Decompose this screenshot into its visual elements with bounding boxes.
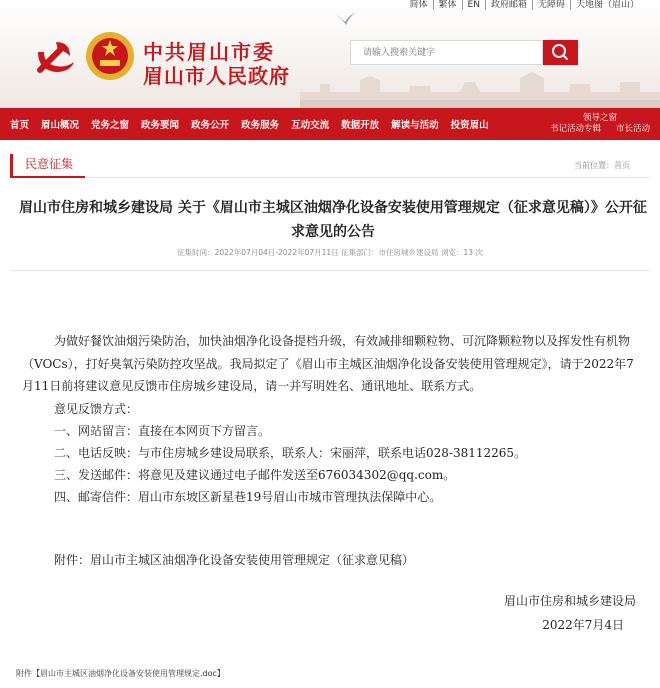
nav-item-interaction[interactable]: 互动交流 [291, 120, 330, 131]
search-button[interactable] [543, 40, 578, 65]
article-title: 眉山市住房和城乡建设局 关于《眉山市主城区油烟净化设备安装使用管理规定（征求意见稿）》公开征求意见的公告 [19, 200, 647, 240]
breadcrumb-home-link[interactable]: 首页 [614, 161, 630, 170]
search-icon [543, 40, 578, 65]
signature: 眉山市住房和城乡建设局 [503, 594, 636, 608]
feedback-heading: 意见反馈方式： [54, 401, 139, 416]
article-body [22, 330, 638, 508]
mayor-activities-link[interactable]: 市长活动 [615, 124, 650, 134]
search-input[interactable] [350, 40, 543, 65]
section-tab[interactable]: 民意征集 [10, 154, 85, 178]
leaders-window-label[interactable]: 领导之窗 [582, 113, 617, 123]
nav-item-party[interactable]: 党务之窗 [91, 120, 130, 131]
nav-item-services[interactable]: 政务服务 [241, 120, 280, 131]
feedback-item-mail: 四、邮寄信件：眉山市东坡区新星巷19号眉山市城市管理执法保障中心。 [54, 489, 442, 504]
publish-date: 2022年7月4日 [542, 618, 624, 632]
bird-icon [332, 8, 358, 28]
util-link-traditional[interactable]: 繁体 [434, 0, 463, 10]
attachment-download-link[interactable]: 附件【眉山市主城区油烟净化设备安装使用管理规定.doc】 [16, 669, 225, 678]
nav-item-disclosure[interactable]: 政务公开 [191, 120, 230, 131]
feedback-item-phone: 二、电话反映：与市住房城乡建设局联系，联系人：宋丽萍，联系电话028-38112265。 [54, 445, 527, 460]
site-title-gov: 眉山市人民政府 [143, 64, 290, 88]
util-link-english[interactable]: EN [463, 0, 486, 10]
util-link-gov-mail[interactable]: 政府邮箱 [486, 0, 533, 10]
site-title-party: 中共眉山市委 [143, 40, 275, 64]
article-paragraph: 为做好餐饮油烟污染防治，加快油烟净化设备提档升级，有效减排细颗粒物、可沉降颗粒物以及挥发性有机物（VOCs），打好臭氧污染防控攻坚战。我局拟定了《眉山市主城区油烟净化设备安装使用管理规定》，请于2022年7月11日前将建议意见反馈市住房城乡建设局，请一并写明姓名、通讯地址、联系方式。 [22, 334, 634, 393]
util-link-map[interactable]: 天地图（眉山） [575, 0, 639, 10]
leaders-window [550, 113, 650, 135]
feedback-item-website: 一、网站留言：直接在本网页下方留言。 [54, 423, 271, 438]
party-emblem-icon [30, 32, 78, 80]
nav-item-interpretation[interactable]: 解读与活动 [391, 120, 439, 131]
breadcrumb-prefix: 当前位置： [574, 161, 614, 170]
divider [10, 270, 650, 271]
util-link-accessibility[interactable]: 无障碍 [533, 0, 571, 10]
nav-item-news[interactable]: 政务要闻 [141, 120, 180, 131]
nav-item-overview[interactable]: 眉山概况 [41, 120, 80, 131]
nav-item-home[interactable]: 首页 [10, 120, 30, 131]
section-header [10, 154, 650, 178]
article-meta: 征集时间：2022年07月04日-2022年07月11日 征集部门：市住房城乡建设局 浏览：13 次 [177, 248, 483, 257]
feedback-item-email: 三、发送邮件：将意见及建议通过电子邮件发送至676034302@qq.com。 [54, 467, 456, 482]
breadcrumb [574, 160, 630, 171]
secretary-activities-link[interactable]: 书记活动专辑 [550, 124, 602, 134]
attachment-note: 附件：眉山市主城区油烟净化设备安装使用管理规定（征求意见稿） [54, 553, 415, 567]
nav-item-invest[interactable]: 投资眉山 [450, 120, 489, 131]
site-header [0, 0, 660, 108]
national-emblem-icon [84, 30, 136, 82]
city-skyline-decoration [300, 62, 660, 108]
main-nav [0, 108, 660, 140]
nav-item-open-data[interactable]: 数据开放 [341, 120, 380, 131]
utility-links [405, 0, 645, 10]
util-link-simplified[interactable]: 简体 [405, 0, 434, 10]
